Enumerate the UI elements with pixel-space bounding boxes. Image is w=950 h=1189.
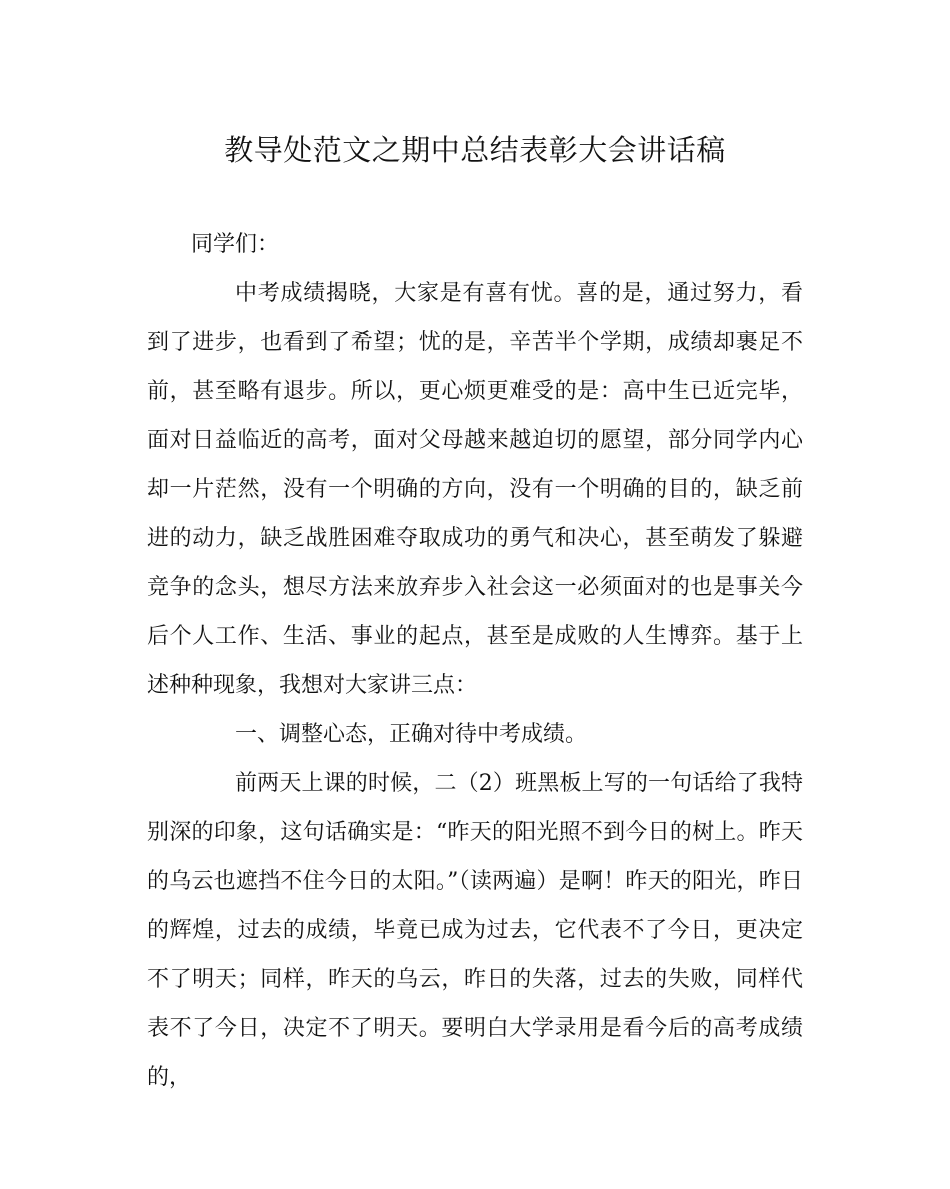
document-title: 教导处范文之期中总结表彰大会讲话稿 (224, 133, 726, 167)
paragraph-section-1: 前两天上课的时候，二（2）班黑板上写的一句话给了我特别深的印象，这句话确实是：“昨天的阳光照不到今日的树上。昨天的乌云也遮挡不住今日的太阳。”（读两遍）是啊！昨天的阳光，昨日的辉煌，过去的成绩，毕竟已成为过去，它代表不了今日，更决定不了明天；同样，昨天的乌云，昨日的失落，过去的失败，同样代表不了今日，决定不了明天。要明白大学录用是看今后的高考成绩的， (147, 771, 803, 1090)
document-body (147, 220, 803, 1102)
section-heading-1: 一、调整心态，正确对待中考成绩。 (235, 722, 588, 747)
greeting-line: 同学们： (191, 232, 280, 257)
paragraph-intro: 中考成绩揭晓，大家是有喜有忧。喜的是，通过努力，看到了进步，也看到了希望；忧的是，辛苦半个学期，成绩却裹足不前，甚至略有退步。所以，更心烦更难受的是：高中生已近完毕，面对日益临近的高考，面对父母越来越迫切的愿望，部分同学内心却一片茫然，没有一个明确的方向，没有一个明确的目的，缺乏前进的动力，缺乏战胜困难夺取成功的勇气和决心，甚至萌发了躲避竞争的念头，想尽方法来放弃步入社会这一必须面对的也是事关今后个人工作、生活、事业的起点，甚至是成败的人生博弈。基于上述种种现象，我想对大家讲三点： (147, 281, 803, 698)
